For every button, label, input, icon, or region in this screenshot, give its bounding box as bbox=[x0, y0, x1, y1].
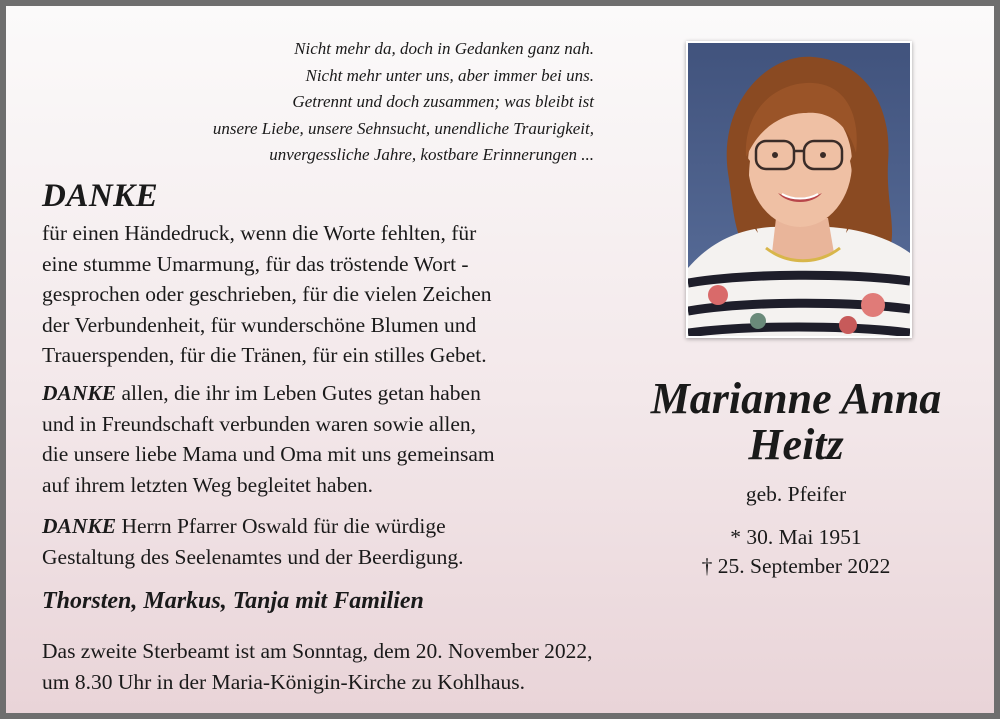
name-line: Marianne Anna bbox=[650, 374, 942, 423]
text-line: und in Freundschaft verbunden waren sowie allen, bbox=[42, 411, 477, 436]
thanks-paragraph-2 bbox=[42, 378, 602, 500]
text-line: Das zweite Sterbeamt ist am Sonntag, dem 20. November 2022, bbox=[42, 639, 593, 663]
text-segment: allen, die ihr im Leben Gutes getan haben bbox=[116, 381, 481, 405]
text-line: gesprochen oder geschrieben, für die vielen Zeichen bbox=[42, 282, 492, 306]
poem-line: Nicht mehr da, doch in Gedanken ganz nah. bbox=[294, 39, 594, 58]
poem-line: Nicht mehr unter uns, aber immer bei uns. bbox=[305, 65, 594, 85]
text-segment: Herrn Pfarrer Oswald für die würdige bbox=[116, 514, 446, 538]
text-line: Trauerspenden, für die Tränen, für ein stilles Gebet. bbox=[42, 343, 487, 367]
birth-date: * 30. Mai 1951 bbox=[730, 525, 862, 549]
family-signoff: Thorsten, Markus, Tanja mit Familien bbox=[42, 588, 424, 614]
name-line: Heitz bbox=[748, 420, 844, 469]
text-line: auf ihrem letzten Weg begleitet haben. bbox=[42, 472, 373, 497]
text-line bbox=[42, 511, 602, 542]
text-line: um 8.30 Uhr in der Maria-Königin-Kirche zu Kohlhaus. bbox=[42, 669, 526, 694]
text-line bbox=[42, 378, 602, 409]
thanks-paragraph-3 bbox=[42, 511, 602, 572]
poem-line: Getrennt und doch zusammen; was bleibt ist bbox=[292, 92, 594, 111]
birth-name: geb. Pfeifer bbox=[745, 482, 847, 506]
service-notice bbox=[42, 636, 602, 697]
text-line: Gestaltung des Seelenamtes und der Beerdigung. bbox=[42, 544, 464, 569]
thanks-paragraph-1 bbox=[42, 218, 602, 371]
thanks-heading: DANKE bbox=[42, 178, 159, 214]
memorial-poem bbox=[46, 36, 594, 169]
text-line: für einen Händedruck, wenn die Worte fehlten, für bbox=[42, 221, 477, 245]
deceased-name bbox=[606, 376, 986, 468]
thanks-lead: DANKE bbox=[42, 381, 117, 405]
poem-line: unsere Liebe, unsere Sehnsucht, unendliche Traurigkeit, bbox=[212, 118, 594, 138]
portrait-illustration bbox=[688, 43, 910, 336]
text-line: die unsere liebe Mama und Oma mit uns gemeinsam bbox=[42, 442, 495, 466]
poem-line: unvergessliche Jahre, kostbare Erinnerungen ... bbox=[269, 145, 594, 164]
text-line: eine stumme Umarmung, für das tröstende Wort - bbox=[42, 251, 469, 276]
death-date: † 25. September 2022 bbox=[701, 554, 891, 578]
text-line: der Verbundenheit, für wunderschöne Blumen und bbox=[42, 312, 477, 337]
thanks-lead: DANKE bbox=[42, 514, 117, 538]
portrait-photo bbox=[686, 41, 912, 338]
